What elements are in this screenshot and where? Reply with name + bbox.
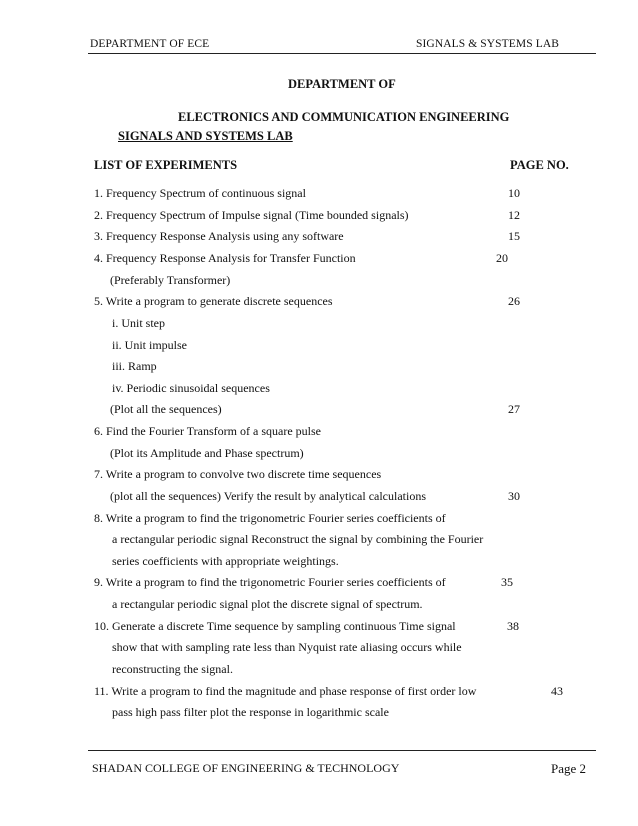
- list-heading: LIST OF EXPERIMENTS: [94, 158, 238, 172]
- experiment-page: 35: [501, 575, 513, 589]
- header-department: DEPARTMENT OF ECE: [90, 38, 210, 50]
- experiment-line: a rectangular periodic signal Reconstruct the signal by combining the Fourier: [112, 532, 484, 546]
- experiment-page: 38: [507, 619, 519, 633]
- title-department: DEPARTMENT OF: [288, 77, 396, 91]
- experiment-line: pass high pass filter plot the response in logarithmic scale: [112, 705, 389, 719]
- experiment-subitem: iv. Periodic sinusoidal sequences: [112, 381, 270, 395]
- experiment-line: (Plot all the sequences): [110, 402, 222, 416]
- experiment-page: 12: [508, 208, 520, 222]
- experiment-page: 15: [508, 229, 520, 243]
- experiment-line: show that with sampling rate less than Nyquist rate aliasing occurs while: [112, 640, 462, 654]
- page-no-heading: PAGE NO.: [510, 158, 569, 172]
- footer-college: SHADAN COLLEGE OF ENGINEERING & TECHNOLOGY: [92, 761, 400, 775]
- experiment-line: 4. Frequency Response Analysis for Transfer Function: [94, 251, 356, 265]
- experiment-page: 26: [508, 294, 520, 308]
- experiment-line: 9. Write a program to find the trigonometric Fourier series coefficients of: [94, 575, 446, 589]
- experiment-line: 11. Write a program to find the magnitude and phase response of first order low: [94, 684, 477, 698]
- experiment-line: (Plot its Amplitude and Phase spectrum): [110, 446, 304, 460]
- experiment-line: (plot all the sequences) Verify the result by analytical calculations: [110, 489, 427, 503]
- title-lab: SIGNALS AND SYSTEMS LAB: [118, 129, 293, 143]
- experiment-line: a rectangular periodic signal plot the discrete signal of spectrum.: [112, 597, 423, 611]
- experiment-line: (Preferably Transformer): [110, 273, 231, 287]
- experiment-line: 10. Generate a discrete Time sequence by sampling continuous Time signal: [94, 619, 456, 633]
- experiment-line: reconstructing the signal.: [112, 662, 233, 676]
- experiment-page: 30: [508, 489, 520, 503]
- experiment-subitem: ii. Unit impulse: [112, 338, 187, 352]
- experiment-line: 7. Write a program to convolve two discrete time sequences: [94, 467, 382, 481]
- experiment-line: 2. Frequency Spectrum of Impulse signal (Time bounded signals): [94, 208, 409, 222]
- experiment-line: 1. Frequency Spectrum of continuous signal: [94, 186, 306, 200]
- experiment-subitem: i. Unit step: [112, 316, 165, 330]
- experiment-page: 20: [496, 251, 508, 265]
- experiment-page: 43: [551, 684, 563, 698]
- experiment-page: 10: [508, 186, 520, 200]
- experiment-line: 3. Frequency Response Analysis using any software: [94, 229, 344, 243]
- experiment-subitem: iii. Ramp: [112, 359, 157, 373]
- footer-rule: [88, 750, 596, 751]
- experiment-line: 5. Write a program to generate discrete sequences: [94, 294, 333, 308]
- title-ece: ELECTRONICS AND COMMUNICATION ENGINEERING: [178, 110, 510, 124]
- experiment-line: 6. Find the Fourier Transform of a square pulse: [94, 424, 321, 438]
- header-rule: [88, 53, 596, 54]
- experiment-line: 8. Write a program to find the trigonometric Fourier series coefficients of: [94, 511, 446, 525]
- experiment-page: 27: [508, 402, 520, 416]
- page-number: Page 2: [551, 761, 587, 776]
- header-lab-name: SIGNALS & SYSTEMS LAB: [416, 38, 559, 50]
- experiment-line: series coefficients with appropriate weightings.: [112, 554, 339, 568]
